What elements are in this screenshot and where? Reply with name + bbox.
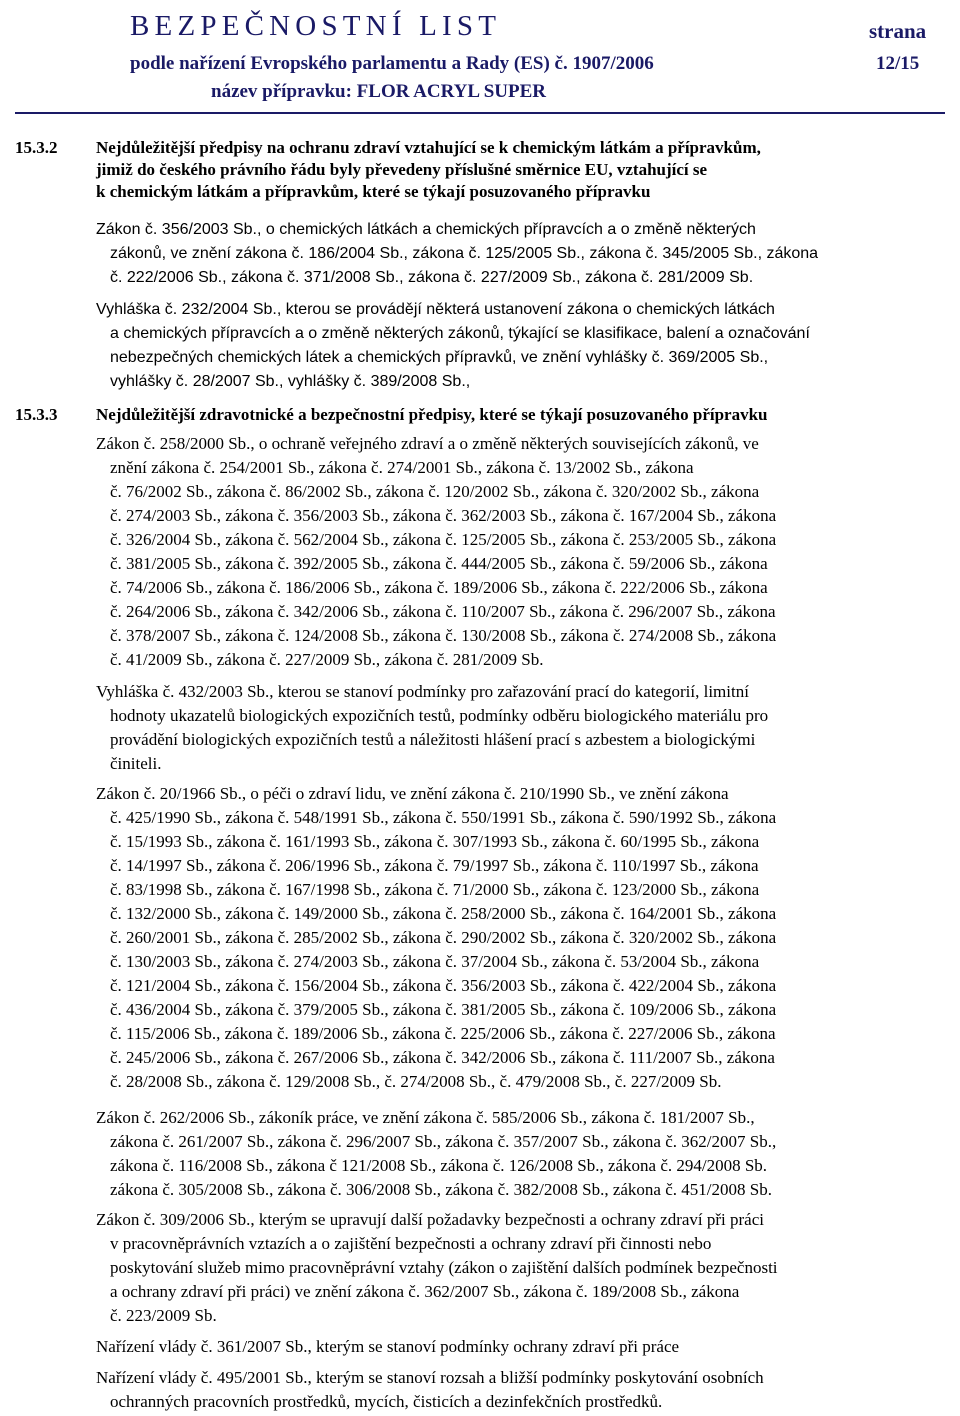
- law-paragraph: [96, 1106, 946, 1202]
- text-line: č. 132/2000 Sb., zákona č. 149/2000 Sb., zákona č. 258/2000 Sb., zákona č. 164/2001 Sb., zákona: [110, 904, 777, 923]
- text-line: č. 130/2003 Sb., zákona č. 274/2003 Sb., zákona č. 37/2004 Sb., zákona č. 53/2004 Sb., zákona: [110, 952, 760, 971]
- section-15-3-3: [0, 404, 960, 426]
- text-line: č. 264/2006 Sb., zákona č. 342/2006 Sb., zákona č. 110/2007 Sb., zákona č. 296/2007 Sb., zákona: [110, 602, 776, 621]
- text-line: č. 378/2007 Sb., zákona č. 124/2008 Sb., zákona č. 130/2008 Sb., zákona č. 274/2008 Sb., zákona: [110, 626, 777, 645]
- text-line: Zákon č. 258/2000 Sb., o ochraně veřejného zdraví a o změně některých souvisejících zákonů, ve: [96, 434, 759, 453]
- text-line: č. 245/2006 Sb., zákona č. 267/2006 Sb., zákona č. 342/2006 Sb., zákona č. 111/2007 Sb., zákona: [110, 1048, 775, 1067]
- text-line: č. 222/2006 Sb., zákona č. 371/2008 Sb., zákona č. 227/2009 Sb., zákona č. 281/2009 Sb.: [110, 269, 754, 286]
- page-number: 12/15: [876, 53, 920, 74]
- section-15-3-2-body-2: [0, 298, 960, 394]
- text-line: činiteli.: [110, 754, 162, 773]
- text-line: Zákon č. 356/2003 Sb., o chemických látkách a chemických přípravcích a o změně některých: [96, 221, 756, 238]
- regulation-361-2007: [0, 1335, 960, 1359]
- law-paragraph: [96, 218, 946, 290]
- text-line: č. 15/1993 Sb., zákona č. 161/1993 Sb., zákona č. 307/1993 Sb., zákona č. 60/1995 Sb., zákona: [110, 832, 760, 851]
- text-line: Nařízení vlády č. 495/2001 Sb., kterým se stanoví rozsah a bližší podmínky poskytování osobních: [96, 1368, 764, 1387]
- text-line: vyhlášky č. 28/2007 Sb., vyhlášky č. 389/2008 Sb.,: [110, 373, 471, 390]
- text-line: č. 326/2004 Sb., zákona č. 562/2004 Sb., zákona č. 125/2005 Sb., zákona č. 253/2005 Sb., zákona: [110, 530, 777, 549]
- law-paragraph: [96, 1335, 946, 1359]
- regulation-subtitle: podle nařízení Evropského parlamentu a Rady (ES) č. 1907/2006: [130, 53, 654, 74]
- law-paragraph: [96, 1366, 946, 1414]
- heading-line: jimiž do českého právního řádu byly převedeny příslušné směrnice EU, vztahující se: [96, 160, 708, 179]
- heading-line: Nejdůležitější předpisy na ochranu zdraví vztahující se k chemickým látkám a přípravkům,: [96, 138, 761, 157]
- text-line: v pracovněprávních vztazích a o zajištění bezpečnosti a ochrany zdraví při činnosti nebo: [110, 1234, 712, 1253]
- section-heading: [96, 137, 946, 203]
- text-line: a chemických přípravcích a o změně některých zákonů, týkající se klasifikace, balení a označování: [110, 325, 810, 342]
- text-line: Vyhláška č. 232/2004 Sb., kterou se provádějí některá ustanovení zákona o chemických látkách: [96, 301, 775, 318]
- text-line: a ochrany zdraví při práci) ve znění zákona č. 362/2007 Sb., zákona č. 189/2008 Sb., zákona: [110, 1282, 740, 1301]
- heading-line: k chemickým látkám a přípravkům, které se týkají posuzovaného přípravku: [96, 182, 651, 201]
- section-15-3-2-body: [0, 218, 960, 290]
- text-line: Vyhláška č. 432/2003 Sb., kterou se stanoví podmínky pro zařazování prací do kategorií, limitní: [96, 682, 749, 701]
- text-line: č. 115/2006 Sb., zákona č. 189/2006 Sb., zákona č. 225/2006 Sb., zákona č. 227/2006 Sb., zákona: [110, 1024, 776, 1043]
- law-262-2006: [0, 1106, 960, 1202]
- section-15-3-2: [0, 137, 960, 203]
- text-line: č. 223/2009 Sb.: [110, 1306, 217, 1325]
- law-20-1966: [0, 782, 960, 1094]
- text-line: č. 425/1990 Sb., zákona č. 548/1991 Sb., zákona č. 550/1991 Sb., zákona č. 590/1992 Sb., zákona: [110, 808, 777, 827]
- decree-432-2003: [0, 680, 960, 776]
- text-line: zákona č. 305/2008 Sb., zákona č. 306/2008 Sb., zákona č. 382/2008 Sb., zákona č. 451/2008 Sb.: [110, 1180, 772, 1199]
- text-line: zákona č. 116/2008 Sb., zákona č 121/2008 Sb., zákona č. 126/2008 Sb., zákona č. 294/2008 Sb.: [110, 1156, 768, 1175]
- text-line: ochranných pracovních prostředků, mycích, čisticích a dezinfekčních prostředků.: [110, 1392, 663, 1411]
- header-divider: [15, 112, 945, 114]
- law-paragraph: [96, 680, 946, 776]
- text-line: hodnoty ukazatelů biologických expozičních testů, podmínky odběru biologického materiálu pro: [110, 706, 769, 725]
- text-line: č. 14/1997 Sb., zákona č. 206/1996 Sb., zákona č. 79/1997 Sb., zákona č. 110/1997 Sb., zákona: [110, 856, 759, 875]
- text-line: Zákon č. 262/2006 Sb., zákoník práce, ve znění zákona č. 585/2006 Sb., zákona č. 181/2007 Sb.,: [96, 1108, 755, 1127]
- section-heading: [96, 404, 946, 426]
- text-line: poskytování služeb mimo pracovněprávní vztahy (zákon o zajištění dalších podmínek bezpečnosti: [110, 1258, 778, 1277]
- regulation-495-2001: [0, 1366, 960, 1414]
- text-line: Nařízení vlády č. 361/2007 Sb., kterým se stanoví podmínky ochrany zdraví při práce: [96, 1337, 680, 1356]
- text-line: č. 74/2006 Sb., zákona č. 186/2006 Sb., zákona č. 189/2006 Sb., zákona č. 222/2006 Sb., zákona: [110, 578, 768, 597]
- text-line: č. 436/2004 Sb., zákona č. 379/2005 Sb., zákona č. 381/2005 Sb., zákona č. 109/2006 Sb., zákona: [110, 1000, 777, 1019]
- law-paragraph: [96, 298, 946, 394]
- law-paragraph: [96, 782, 946, 1094]
- law-258-2000: [0, 432, 960, 672]
- text-line: provádění biologických expozičních testů a náležitosti hlášení prací s azbestem a biologickými: [110, 730, 756, 749]
- law-paragraph: [96, 1208, 946, 1328]
- page-label: strana: [869, 19, 927, 43]
- text-line: Zákon č. 20/1966 Sb., o péči o zdraví lidu, ve znění zákona č. 210/1990 Sb., ve znění zákona: [96, 784, 729, 803]
- text-line: zákona č. 261/2007 Sb., zákona č. 296/2007 Sb., zákona č. 357/2007 Sb., zákona č. 362/2007 Sb.,: [110, 1132, 777, 1151]
- text-line: Zákon č. 309/2006 Sb., kterým se upravují další požadavky bezpečnosti a ochrany zdraví při práci: [96, 1210, 764, 1229]
- text-line: č. 274/2003 Sb., zákona č. 356/2003 Sb., zákona č. 362/2003 Sb., zákona č. 167/2004 Sb., zákona: [110, 506, 777, 525]
- section-number: 15.3.2: [15, 138, 58, 157]
- heading-line: Nejdůležitější zdravotnické a bezpečnostní předpisy, které se týkají posuzovaného přípravku: [96, 405, 768, 424]
- document-title: BEZPEČNOSTNÍ LIST: [130, 10, 502, 42]
- product-name: název přípravku: FLOR ACRYL SUPER: [211, 81, 547, 102]
- text-line: č. 83/1998 Sb., zákona č. 167/1998 Sb., zákona č. 71/2000 Sb., zákona č. 123/2000 Sb., zákona: [110, 880, 760, 899]
- text-line: č. 76/2002 Sb., zákona č. 86/2002 Sb., zákona č. 120/2002 Sb., zákona č. 320/2002 Sb., zákona: [110, 482, 760, 501]
- text-line: č. 41/2009 Sb., zákona č. 227/2009 Sb., zákona č. 281/2009 Sb.: [110, 650, 544, 669]
- law-309-2006: [0, 1208, 960, 1328]
- text-line: č. 260/2001 Sb., zákona č. 285/2002 Sb., zákona č. 290/2002 Sb., zákona č. 320/2002 Sb., zákona: [110, 928, 777, 947]
- law-paragraph: [96, 432, 946, 672]
- text-line: č. 28/2008 Sb., zákona č. 129/2008 Sb., č. 274/2008 Sb., č. 479/2008 Sb., č. 227/2009 Sb.: [110, 1072, 722, 1091]
- text-line: zákonů, ve znění zákona č. 186/2004 Sb., zákona č. 125/2005 Sb., zákona č. 345/2005 Sb., zákona: [110, 245, 819, 262]
- section-number: 15.3.3: [15, 405, 58, 424]
- text-line: nebezpečných chemických látek a chemických přípravků, ve znění vyhlášky č. 369/2005 Sb.,: [110, 349, 769, 366]
- text-line: č. 121/2004 Sb., zákona č. 156/2004 Sb., zákona č. 356/2003 Sb., zákona č. 422/2004 Sb., zákona: [110, 976, 777, 995]
- text-line: č. 381/2005 Sb., zákona č. 392/2005 Sb., zákona č. 444/2005 Sb., zákona č. 59/2006 Sb., zákona: [110, 554, 768, 573]
- text-line: znění zákona č. 254/2001 Sb., zákona č. 274/2001 Sb., zákona č. 13/2002 Sb., zákona: [110, 458, 694, 477]
